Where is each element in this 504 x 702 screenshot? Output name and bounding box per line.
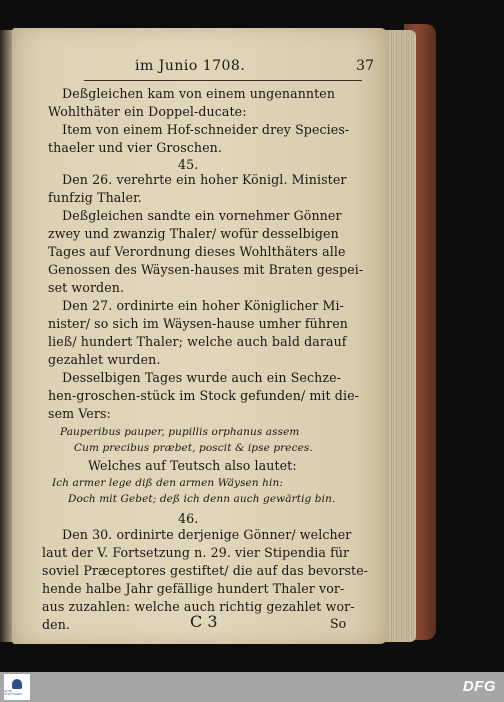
page-number: 37 [356, 58, 374, 74]
german-verse-line: Doch mit Gebet; deß ich denn auch gewärtig bin. [68, 493, 336, 505]
german-verse-line: Ich armer lege diß den armen Wäysen hin: [52, 477, 283, 489]
section-number: 45. [178, 157, 199, 172]
running-head: im Junio 1708. [135, 58, 246, 74]
footer-bar [0, 672, 504, 702]
library-logo-text: SLUB STUTTGART [4, 688, 22, 696]
text-line: laut der V. Fortsetzung n. 29. vier Stipendia für [42, 545, 350, 560]
text-line: Deßgleichen kam von einem ungenannten [62, 86, 336, 101]
header-rule [84, 80, 362, 81]
text-line: gezahlet wurden. [48, 352, 161, 367]
library-logo[interactable] [4, 674, 30, 700]
text-line: Item von einem Hof-schneider drey Species- [62, 122, 350, 137]
text-line: Den 30. ordinirte derjenige Gönner/ welcher [62, 527, 352, 542]
text-line: zwey und zwanzig Thaler/ wofür desselbigen [48, 226, 339, 241]
text-line: Welches auf Teutsch also lautet: [88, 458, 297, 473]
text-line: Tages auf Verordnung dieses Wohlthäters alle [48, 244, 346, 259]
text-line: den. [42, 617, 71, 632]
text-line: thaeler und vier Groschen. [48, 140, 222, 155]
text-line: nister/ so sich im Wäysen-hause umher führen [48, 316, 348, 331]
latin-verse-line: Pauperibus pauper, pupillis orphanus assem [60, 426, 300, 438]
text-line: Wohlthäter ein Doppel-ducate: [48, 104, 247, 119]
dfg-logo[interactable]: DFG [462, 678, 496, 695]
text-line: set worden. [48, 280, 125, 295]
signature-mark: C 3 [190, 612, 218, 631]
text-line: funfzig Thaler. [48, 190, 142, 205]
text-line: Den 26. verehrte ein hoher Königl. Minister [62, 172, 347, 187]
running-header [80, 56, 380, 82]
text-line: Desselbigen Tages wurde auch ein Sechze- [62, 370, 341, 385]
text-line: ließ/ hundert Thaler; welche auch bald darauf [48, 334, 347, 349]
text-line: soviel Præceptores gestiftet/ die auf das bevorste- [42, 563, 369, 578]
latin-verse-line: Cum precibus præbet, poscit & ipse preces. [74, 442, 313, 454]
text-line: Deßgleichen sandte ein vornehmer Gönner [62, 208, 342, 223]
text-line: hen-groschen-stück im Stock gefunden/ mit die- [48, 388, 359, 403]
catchword: So [330, 616, 347, 631]
library-logo-icon [12, 679, 22, 689]
text-line: Den 27. ordinirte ein hoher Königlicher Mi- [62, 298, 344, 313]
section-number: 46. [178, 511, 199, 526]
text-line: hende halbe Jahr gefällige hundert Thaler vor- [42, 581, 345, 596]
text-line: aus zuzahlen: welche auch richtig gezahlet wor- [42, 599, 355, 614]
text-line: sem Vers: [48, 406, 111, 421]
text-line: Genossen des Wäysen-hauses mit Braten gespei- [48, 262, 364, 277]
